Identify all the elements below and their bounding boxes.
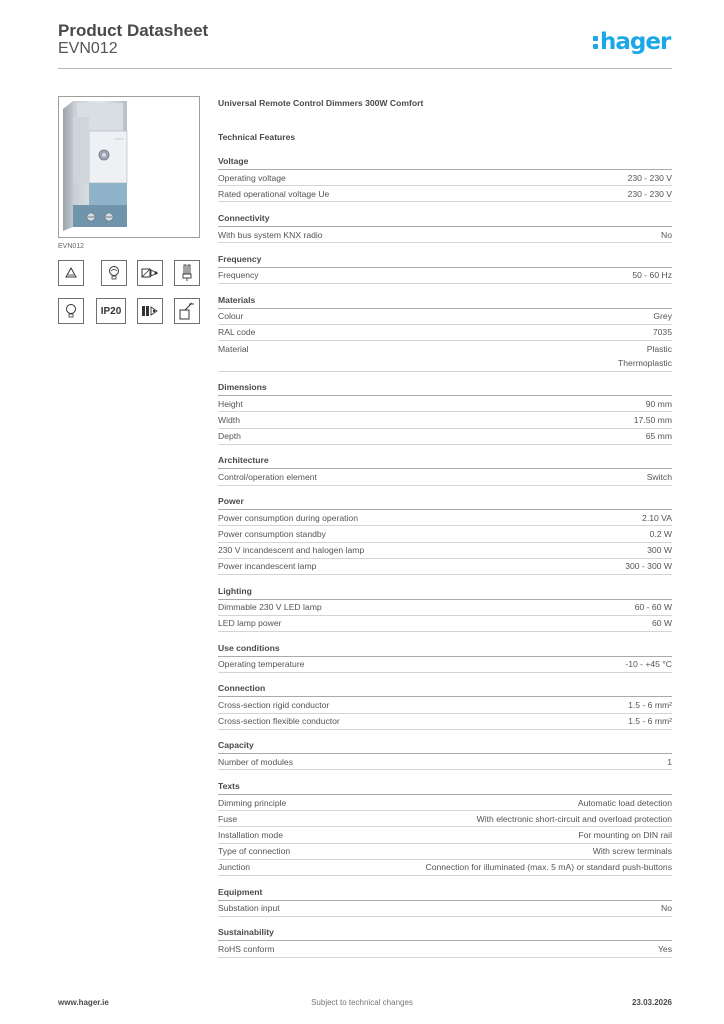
spec-value <box>477 812 672 827</box>
fluorescent-lamp-icon <box>174 260 200 286</box>
spec-value-line: 1 <box>667 756 672 767</box>
spec-label: Width <box>218 415 240 426</box>
spec-label: LED lamp power <box>218 618 282 629</box>
feature-group <box>218 212 672 243</box>
spec-value-line: 2.10 VA <box>642 512 672 523</box>
spec-value-line: For mounting on DIN rail <box>578 830 672 841</box>
feature-group <box>218 926 672 957</box>
spec-value-line: No <box>661 903 672 914</box>
spec-row <box>218 714 672 730</box>
spec-row <box>218 559 672 575</box>
spec-label: Number of modules <box>218 756 293 767</box>
spec-label: Material <box>218 343 249 354</box>
spec-row <box>218 827 672 843</box>
group-title: Frequency <box>218 253 672 268</box>
spec-row <box>218 697 672 713</box>
spec-value <box>661 228 672 243</box>
feature-group <box>218 454 672 485</box>
group-title: Connection <box>218 682 672 697</box>
group-title: Sustainability <box>218 926 672 941</box>
spec-row <box>218 341 672 372</box>
spec-value-line: 65 mm <box>645 431 672 442</box>
spec-value-line: With electronic short-circuit and overload protection <box>476 813 672 824</box>
spec-value-line: Grey <box>653 311 672 322</box>
group-title: Architecture <box>218 454 672 469</box>
spec-label: Operating temperature <box>218 659 305 670</box>
spec-label: Rated operational voltage Ue <box>218 188 330 199</box>
spec-label: Fuse <box>218 813 238 824</box>
footer-date: 23.03.2026 <box>631 998 672 1007</box>
spec-label: With bus system KNX radio <box>218 229 323 240</box>
spec-value <box>625 657 672 672</box>
spec-value <box>652 616 672 631</box>
image-caption: EVN012 <box>58 243 85 250</box>
spec-value <box>647 543 672 558</box>
feature-group <box>218 739 672 770</box>
footer-disclaimer: Subject to technical changes <box>311 998 413 1007</box>
spec-value <box>628 171 672 186</box>
spec-row <box>218 396 672 412</box>
feature-group <box>218 495 672 575</box>
spec-label: 230 V incandescent and halogen lamp <box>218 545 365 556</box>
spec-row <box>218 170 672 186</box>
spec-row <box>218 754 672 770</box>
ip20-icon <box>96 298 126 324</box>
spec-row <box>218 795 672 811</box>
spec-label: Cross-section rigid conductor <box>218 699 330 710</box>
spec-row <box>218 941 672 957</box>
spec-value <box>646 397 672 412</box>
spec-value <box>632 268 672 283</box>
spec-value-line: Plastic <box>646 343 672 354</box>
spec-row <box>218 543 672 559</box>
feature-group <box>218 253 672 284</box>
spec-label: Dimming principle <box>218 797 287 808</box>
product-code: EVN012 <box>58 40 118 57</box>
spec-row <box>218 429 672 445</box>
logo-text: hager <box>600 29 671 55</box>
spec-row <box>218 186 672 202</box>
spec-row <box>218 526 672 542</box>
spec-value-line: Connection for illuminated (max. 5 mA) or standard push-buttons <box>425 862 672 873</box>
group-title: Connectivity <box>218 212 672 227</box>
spec-row <box>218 600 672 616</box>
spec-value <box>593 844 672 859</box>
header-divider <box>58 68 672 69</box>
group-title: Power <box>218 495 672 510</box>
spec-value <box>426 860 672 875</box>
feature-group <box>218 642 672 673</box>
technical-features <box>218 96 672 967</box>
spec-value-line: 50 - 60 Hz <box>632 270 672 281</box>
spec-label: RoHS conform <box>218 943 275 954</box>
spec-value <box>628 714 672 729</box>
spec-label: Power consumption during operation <box>218 512 358 523</box>
group-title: Equipment <box>218 886 672 901</box>
pushbutton-icon <box>174 298 200 324</box>
group-title: Capacity <box>218 739 672 754</box>
spec-value <box>653 309 672 324</box>
spec-value <box>618 342 672 371</box>
spec-value-line: Yes <box>657 943 672 954</box>
spec-value <box>634 413 672 428</box>
spec-value-line: With screw terminals <box>592 846 672 857</box>
spec-value-line: 300 - 300 W <box>625 561 672 572</box>
spec-row <box>218 309 672 325</box>
spec-row <box>218 901 672 917</box>
spec-value <box>578 796 672 811</box>
spec-row <box>218 811 672 827</box>
spec-value-line: 60 W <box>651 618 672 629</box>
hager-logo <box>592 28 670 56</box>
bulb-icon <box>58 298 84 324</box>
spec-value-line: Switch <box>646 472 672 483</box>
feature-group <box>218 886 672 917</box>
spec-value <box>625 559 672 574</box>
spec-label: Colour <box>218 311 244 322</box>
spec-label: Frequency <box>218 270 259 281</box>
product-image <box>58 96 200 238</box>
feature-group <box>218 155 672 202</box>
dimmer-module-illustration <box>59 97 199 237</box>
spec-label: Substation input <box>218 903 280 914</box>
spec-value <box>642 511 672 526</box>
dimmer-load-icon <box>58 260 84 286</box>
group-title: Voltage <box>218 155 672 170</box>
product-title: Universal Remote Control Dimmers 300W Comfort <box>218 98 424 108</box>
spec-value <box>650 527 672 542</box>
spec-value-line: 7035 <box>652 327 672 338</box>
spec-label: Operating voltage <box>218 172 286 183</box>
spec-value <box>647 470 672 485</box>
logo-dots-icon <box>592 28 599 48</box>
spec-row <box>218 325 672 341</box>
spec-row <box>218 616 672 632</box>
spec-value <box>653 325 672 340</box>
page-title: Product Datasheet <box>58 21 209 40</box>
spec-value-line: Thermoplastic <box>618 358 672 369</box>
feature-group <box>218 682 672 729</box>
ip20-label: IP20 <box>100 305 122 317</box>
spec-value-line: 17.50 mm <box>633 415 672 426</box>
spec-value-line: 300 W <box>647 545 672 556</box>
spec-row <box>218 268 672 284</box>
features-heading: Technical Features <box>218 132 296 142</box>
spec-label: Junction <box>218 862 251 873</box>
spec-label: Installation mode <box>218 830 283 841</box>
group-title: Use conditions <box>218 642 672 657</box>
group-title: Texts <box>218 780 672 795</box>
spec-label: Power consumption standby <box>218 529 326 539</box>
spec-row <box>218 227 672 243</box>
spec-row <box>218 657 672 673</box>
spec-label: Type of connection <box>218 846 291 857</box>
feature-group <box>218 294 672 372</box>
spec-value <box>578 828 672 843</box>
transformer-icon <box>137 260 163 286</box>
spec-value-line: 1.5 - 6 mm² <box>628 716 672 727</box>
spec-label: RAL code <box>218 327 256 338</box>
spec-value <box>635 600 672 615</box>
spec-value <box>667 755 672 770</box>
spec-row <box>218 510 672 526</box>
spec-row <box>218 412 672 428</box>
spec-label: Control/operation element <box>218 472 317 483</box>
spec-row <box>218 469 672 485</box>
feature-group <box>218 780 672 876</box>
spec-label: Dimmable 230 V LED lamp <box>218 602 322 613</box>
spec-value-line: 230 - 230 V <box>627 172 672 183</box>
spec-row <box>218 860 672 876</box>
spec-label: Depth <box>218 431 241 442</box>
group-title: Dimensions <box>218 381 672 396</box>
spec-value-line: 60 - 60 W <box>634 602 672 613</box>
spec-value-line: No <box>661 229 672 240</box>
spec-value-line: 1.5 - 6 mm² <box>628 699 672 710</box>
footer-website[interactable]: www.hager.ie <box>58 998 109 1007</box>
spec-value-line: 90 mm <box>645 398 672 409</box>
spec-value <box>628 698 672 713</box>
spec-value-line: Automatic load detection <box>577 797 672 808</box>
halogen-lamp-icon <box>101 260 127 286</box>
electronic-transformer-icon <box>137 298 163 324</box>
spec-value <box>661 901 672 916</box>
spec-value <box>628 187 672 202</box>
spec-value-line: 230 - 230 V <box>627 188 672 199</box>
spec-value-line: -10 - +45 °C <box>625 659 672 670</box>
spec-value <box>658 942 672 957</box>
spec-label: Cross-section flexible conductor <box>218 716 340 727</box>
spec-label: Height <box>218 398 243 409</box>
spec-value <box>646 429 672 444</box>
feature-groups <box>218 155 672 958</box>
spec-value-line: 0.2 W <box>649 529 672 539</box>
spec-row <box>218 844 672 860</box>
spec-label: Power incandescent lamp <box>218 561 317 572</box>
feature-group <box>218 381 672 445</box>
feature-group <box>218 585 672 632</box>
group-title: Lighting <box>218 585 672 600</box>
group-title: Materials <box>218 294 672 309</box>
